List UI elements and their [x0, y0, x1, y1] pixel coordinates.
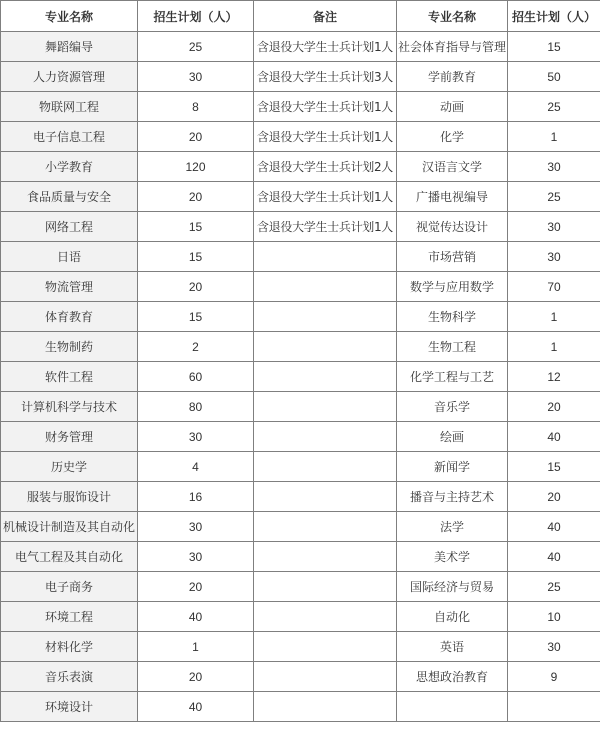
major-name-cell: 小学教育	[1, 152, 138, 182]
major-name-cell: 生物制药	[1, 332, 138, 362]
major-name-cell: 电气工程及其自动化	[1, 542, 138, 572]
note-cell	[254, 632, 397, 662]
major-name-cell: 电子信息工程	[1, 122, 138, 152]
note-cell	[254, 392, 397, 422]
plan-count-cell: 20	[138, 182, 254, 212]
plan-count-cell-2: 15	[508, 452, 600, 482]
major-name-cell-2: 播音与主持艺术	[397, 482, 508, 512]
major-name-cell: 电子商务	[1, 572, 138, 602]
plan-count-cell-2: 1	[508, 122, 600, 152]
note-cell	[254, 662, 397, 692]
major-name-cell-2: 广播电视编导	[397, 182, 508, 212]
table-row	[1, 632, 600, 662]
major-name-cell-2: 绘画	[397, 422, 508, 452]
plan-count-cell-2: 30	[508, 632, 600, 662]
major-name-cell: 物联网工程	[1, 92, 138, 122]
plan-count-cell: 30	[138, 422, 254, 452]
header-note: 备注	[254, 1, 397, 32]
major-name-cell-2: 视觉传达设计	[397, 212, 508, 242]
header-row	[1, 1, 600, 32]
note-cell	[254, 572, 397, 602]
table-body	[1, 32, 600, 722]
plan-count-cell-2: 30	[508, 152, 600, 182]
note-cell	[254, 452, 397, 482]
table-row	[1, 152, 600, 182]
header-plan-2: 招生计划（人）	[508, 1, 600, 32]
major-name-cell-2: 生物工程	[397, 332, 508, 362]
plan-count-cell: 1	[138, 632, 254, 662]
plan-count-cell: 30	[138, 542, 254, 572]
table-row	[1, 482, 600, 512]
plan-count-cell-2: 50	[508, 62, 600, 92]
plan-count-cell-2: 20	[508, 482, 600, 512]
plan-count-cell-2: 1	[508, 332, 600, 362]
major-name-cell: 服装与服饰设计	[1, 482, 138, 512]
header-major: 专业名称	[1, 1, 138, 32]
major-name-cell: 环境设计	[1, 692, 138, 722]
plan-count-cell: 15	[138, 212, 254, 242]
plan-count-cell-2: 40	[508, 422, 600, 452]
table-row	[1, 542, 600, 572]
major-name-cell-2	[397, 692, 508, 722]
table-row	[1, 422, 600, 452]
note-cell	[254, 692, 397, 722]
note-cell: 含退役大学生士兵计划1人	[254, 92, 397, 122]
note-cell: 含退役大学生士兵计划2人	[254, 152, 397, 182]
plan-count-cell: 20	[138, 272, 254, 302]
major-name-cell: 日语	[1, 242, 138, 272]
major-name-cell: 计算机科学与技术	[1, 392, 138, 422]
note-cell	[254, 242, 397, 272]
plan-count-cell-2: 30	[508, 242, 600, 272]
plan-count-cell: 4	[138, 452, 254, 482]
note-cell: 含退役大学生士兵计划1人	[254, 122, 397, 152]
major-name-cell-2: 新闻学	[397, 452, 508, 482]
note-cell	[254, 302, 397, 332]
table-row	[1, 602, 600, 632]
major-name-cell: 体育教育	[1, 302, 138, 332]
plan-count-cell: 20	[138, 572, 254, 602]
major-name-cell-2: 化学	[397, 122, 508, 152]
plan-count-cell: 20	[138, 662, 254, 692]
plan-count-cell: 30	[138, 62, 254, 92]
major-name-cell: 物流管理	[1, 272, 138, 302]
table-row	[1, 242, 600, 272]
plan-count-cell-2: 25	[508, 182, 600, 212]
note-cell: 含退役大学生士兵计划1人	[254, 182, 397, 212]
major-name-cell-2: 社会体育指导与管理	[397, 32, 508, 62]
plan-count-cell: 80	[138, 392, 254, 422]
major-name-cell-2: 思想政治教育	[397, 662, 508, 692]
major-name-cell-2: 学前教育	[397, 62, 508, 92]
note-cell	[254, 482, 397, 512]
note-cell	[254, 272, 397, 302]
note-cell	[254, 512, 397, 542]
plan-count-cell: 40	[138, 602, 254, 632]
plan-count-cell-2: 20	[508, 392, 600, 422]
plan-count-cell-2: 12	[508, 362, 600, 392]
table-row	[1, 92, 600, 122]
plan-count-cell-2: 40	[508, 542, 600, 572]
plan-count-cell-2	[508, 692, 600, 722]
plan-count-cell-2: 40	[508, 512, 600, 542]
major-name-cell: 舞蹈编导	[1, 32, 138, 62]
table-row	[1, 122, 600, 152]
table-row	[1, 452, 600, 482]
table-row	[1, 212, 600, 242]
major-name-cell: 材料化学	[1, 632, 138, 662]
major-name-cell: 历史学	[1, 452, 138, 482]
major-name-cell-2: 数学与应用数学	[397, 272, 508, 302]
major-name-cell-2: 英语	[397, 632, 508, 662]
major-name-cell-2: 法学	[397, 512, 508, 542]
major-name-cell-2: 自动化	[397, 602, 508, 632]
plan-count-cell: 60	[138, 362, 254, 392]
major-name-cell-2: 音乐学	[397, 392, 508, 422]
major-name-cell: 音乐表演	[1, 662, 138, 692]
plan-count-cell-2: 1	[508, 302, 600, 332]
note-cell: 含退役大学生士兵计划1人	[254, 212, 397, 242]
plan-count-cell: 16	[138, 482, 254, 512]
plan-count-cell: 15	[138, 242, 254, 272]
major-name-cell: 财务管理	[1, 422, 138, 452]
major-name-cell-2: 动画	[397, 92, 508, 122]
plan-count-cell: 120	[138, 152, 254, 182]
plan-count-cell: 25	[138, 32, 254, 62]
major-name-cell-2: 市场营销	[397, 242, 508, 272]
plan-count-cell-2: 15	[508, 32, 600, 62]
major-name-cell: 环境工程	[1, 602, 138, 632]
plan-count-cell-2: 70	[508, 272, 600, 302]
note-cell	[254, 422, 397, 452]
table-row	[1, 512, 600, 542]
plan-count-cell-2: 9	[508, 662, 600, 692]
table-row	[1, 182, 600, 212]
plan-count-cell-2: 25	[508, 572, 600, 602]
table-row	[1, 332, 600, 362]
plan-count-cell-2: 30	[508, 212, 600, 242]
major-name-cell-2: 汉语言文学	[397, 152, 508, 182]
plan-count-cell: 40	[138, 692, 254, 722]
plan-count-cell: 8	[138, 92, 254, 122]
table-row	[1, 362, 600, 392]
note-cell	[254, 332, 397, 362]
plan-count-cell-2: 10	[508, 602, 600, 632]
major-name-cell-2: 国际经济与贸易	[397, 572, 508, 602]
table-row	[1, 32, 600, 62]
table-row	[1, 572, 600, 602]
note-cell: 含退役大学生士兵计划1人	[254, 32, 397, 62]
table-row	[1, 662, 600, 692]
plan-count-cell: 2	[138, 332, 254, 362]
plan-count-cell: 15	[138, 302, 254, 332]
note-cell	[254, 542, 397, 572]
table-row	[1, 692, 600, 722]
table-row	[1, 392, 600, 422]
header-plan: 招生计划（人）	[138, 1, 254, 32]
note-cell	[254, 362, 397, 392]
major-name-cell: 食品质量与安全	[1, 182, 138, 212]
plan-count-cell-2: 25	[508, 92, 600, 122]
major-name-cell-2: 生物科学	[397, 302, 508, 332]
major-name-cell-2: 美术学	[397, 542, 508, 572]
table-row	[1, 62, 600, 92]
plan-count-cell: 30	[138, 512, 254, 542]
major-name-cell: 网络工程	[1, 212, 138, 242]
note-cell	[254, 602, 397, 632]
plan-count-cell: 20	[138, 122, 254, 152]
table-row	[1, 302, 600, 332]
table-row	[1, 272, 600, 302]
major-name-cell: 软件工程	[1, 362, 138, 392]
major-name-cell: 人力资源管理	[1, 62, 138, 92]
note-cell: 含退役大学生士兵计划3人	[254, 62, 397, 92]
major-name-cell-2: 化学工程与工艺	[397, 362, 508, 392]
header-major-2: 专业名称	[397, 1, 508, 32]
major-name-cell: 机械设计制造及其自动化	[1, 512, 138, 542]
